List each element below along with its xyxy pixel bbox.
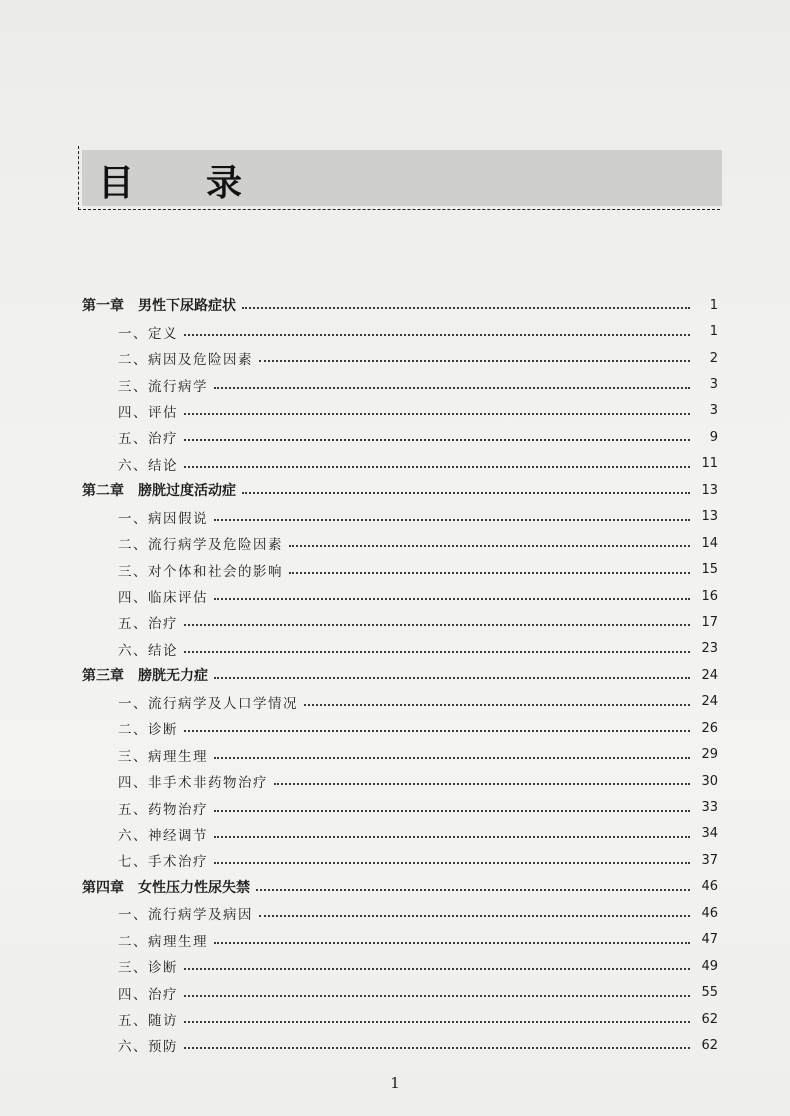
toc-page-number: 1 (709, 324, 718, 340)
toc-page-number: 46 (701, 879, 718, 895)
toc-chapter-row[interactable] (82, 477, 718, 503)
toc-entry-label (118, 375, 214, 395)
toc-page-number: 26 (701, 720, 718, 736)
toc-section-row[interactable] (82, 1032, 718, 1058)
toc-entry-label (118, 956, 184, 976)
toc-entry-title: 一、病因假说 (118, 510, 208, 527)
toc-entry-label (118, 639, 184, 659)
toc-entry-title: 六、结论 (118, 642, 178, 659)
toc-page-number: 62 (701, 1011, 718, 1027)
toc-entry-title: 五、药物治疗 (118, 801, 208, 818)
dot-leader (184, 466, 690, 468)
toc-section-row[interactable] (82, 636, 718, 662)
toc-entry-title: 膀胱无力症 (138, 668, 208, 685)
dot-leader (184, 413, 690, 415)
toc-entry-title: 三、诊断 (118, 960, 178, 977)
toc-entry-title: 一、定义 (118, 325, 178, 342)
toc-chapter-row[interactable] (82, 662, 718, 688)
toc-page-number: 49 (701, 958, 718, 974)
chapter-number: 第四章 (82, 879, 124, 896)
chapter-number: 第一章 (82, 298, 124, 315)
toc-section-row[interactable] (82, 583, 718, 609)
dot-leader (214, 677, 690, 679)
dot-leader (184, 995, 690, 997)
table-of-contents (82, 292, 718, 1059)
toc-entry-label (118, 692, 304, 712)
dot-leader (184, 968, 690, 970)
toc-section-row[interactable] (82, 768, 718, 794)
toc-entry-label (118, 560, 289, 580)
toc-entry-label (118, 586, 214, 606)
page-title: 目 录 (98, 163, 243, 204)
toc-entry-title: 二、病理生理 (118, 933, 208, 950)
toc-page-number: 37 (701, 852, 718, 868)
dot-leader (214, 387, 690, 389)
toc-entry-title: 三、病理生理 (118, 748, 208, 765)
dot-leader (184, 334, 690, 336)
toc-entry-label (118, 322, 184, 342)
toc-page-number: 11 (701, 456, 718, 472)
toc-entry-label (82, 295, 242, 315)
toc-section-row[interactable] (82, 1006, 718, 1032)
toc-section-row[interactable] (82, 398, 718, 424)
page-number: 1 (390, 1074, 400, 1092)
toc-section-row[interactable] (82, 979, 718, 1005)
toc-entry-title: 三、流行病学 (118, 378, 208, 395)
toc-entry-title: 二、诊断 (118, 722, 178, 739)
dot-leader (242, 492, 690, 494)
toc-section-row[interactable] (82, 424, 718, 450)
chapter-number: 第二章 (82, 483, 124, 500)
dot-leader (184, 651, 690, 653)
toc-section-row[interactable] (82, 318, 718, 344)
toc-section-row[interactable] (82, 345, 718, 371)
toc-entry-title: 六、结论 (118, 457, 178, 474)
dot-leader (289, 572, 690, 574)
toc-entry-label (118, 930, 214, 950)
toc-section-row[interactable] (82, 689, 718, 715)
toc-entry-label (118, 983, 184, 1003)
dot-leader (214, 836, 690, 838)
toc-entry-title: 七、手术治疗 (118, 854, 208, 871)
toc-page-number: 16 (701, 588, 718, 604)
toc-page-number: 23 (701, 641, 718, 657)
dot-leader (214, 519, 690, 521)
toc-entry-title: 四、评估 (118, 404, 178, 421)
toc-entry-title: 一、流行病学及人口学情况 (118, 695, 298, 712)
toc-entry-title: 三、对个体和社会的影响 (118, 563, 283, 580)
toc-page-number: 34 (701, 826, 718, 842)
toc-page-number: 13 (701, 509, 718, 525)
toc-page-number: 3 (709, 377, 718, 393)
dot-leader (274, 783, 690, 785)
toc-entry-title: 四、非手术非药物治疗 (118, 775, 268, 792)
toc-page-number: 9 (709, 429, 718, 445)
toc-page-number: 15 (701, 562, 718, 578)
toc-entry-label (118, 771, 274, 791)
dot-leader (214, 942, 690, 944)
toc-entry-title: 五、治疗 (118, 616, 178, 633)
toc-page-number: 46 (701, 905, 718, 921)
toc-section-row[interactable] (82, 371, 718, 397)
dot-leader (214, 598, 690, 600)
toc-entry-label (118, 903, 259, 923)
toc-entry-title: 二、流行病学及危险因素 (118, 537, 283, 554)
toc-entry-label (118, 612, 184, 632)
toc-page-number: 30 (701, 773, 718, 789)
toc-page-number: 24 (701, 694, 718, 710)
toc-section-row[interactable] (82, 847, 718, 873)
dot-leader (259, 915, 690, 917)
dot-leader (184, 730, 690, 732)
toc-page-number: 29 (701, 747, 718, 763)
toc-entry-label (118, 507, 214, 527)
toc-entry-label (118, 427, 184, 447)
toc-page-number: 14 (701, 535, 718, 551)
chapter-number: 第三章 (82, 668, 124, 685)
toc-chapter-row[interactable] (82, 292, 718, 318)
toc-entry-title: 四、治疗 (118, 986, 178, 1003)
toc-section-row[interactable] (82, 927, 718, 953)
toc-entry-label (118, 1035, 184, 1055)
toc-section-row[interactable] (82, 504, 718, 530)
toc-page-number: 2 (709, 350, 718, 366)
dot-leader (184, 1021, 690, 1023)
toc-page-number: 55 (701, 985, 718, 1001)
toc-entry-title: 二、病因及危险因素 (118, 352, 253, 369)
dot-leader (256, 889, 690, 891)
toc-page-number: 1 (709, 297, 718, 313)
toc-entry-label (118, 401, 184, 421)
toc-entry-label (118, 718, 184, 738)
toc-page-number: 62 (701, 1037, 718, 1053)
dot-leader (259, 360, 690, 362)
toc-section-row[interactable] (82, 451, 718, 477)
dot-leader (184, 439, 690, 441)
toc-section-row[interactable] (82, 953, 718, 979)
toc-entry-label (118, 533, 289, 553)
toc-page-number: 47 (701, 932, 718, 948)
toc-section-row[interactable] (82, 556, 718, 582)
toc-section-row[interactable] (82, 900, 718, 926)
toc-section-row[interactable] (82, 609, 718, 635)
dot-leader (304, 704, 690, 706)
toc-entry-label (118, 454, 184, 474)
toc-entry-title: 六、预防 (118, 1039, 178, 1056)
toc-entry-label (118, 850, 214, 870)
dot-leader (289, 545, 690, 547)
toc-section-row[interactable] (82, 794, 718, 820)
toc-entry-label (82, 480, 242, 500)
toc-entry-label (118, 1009, 184, 1029)
toc-page-number: 3 (709, 403, 718, 419)
toc-page-number: 13 (701, 482, 718, 498)
toc-section-row[interactable] (82, 715, 718, 741)
toc-entry-label (118, 348, 259, 368)
toc-entry-title: 男性下尿路症状 (138, 298, 236, 315)
toc-entry-title: 六、神经调节 (118, 827, 208, 844)
dot-leader (214, 757, 690, 759)
dot-leader (242, 307, 690, 309)
toc-section-row[interactable] (82, 530, 718, 556)
toc-entry-title: 膀胱过度活动症 (138, 483, 236, 500)
toc-entry-label (82, 665, 214, 685)
dot-leader (184, 1047, 690, 1049)
title-banner (78, 146, 724, 212)
toc-entry-title: 五、随访 (118, 1013, 178, 1030)
toc-entry-label (118, 745, 214, 765)
toc-page-number: 33 (701, 800, 718, 816)
toc-entry-label (118, 824, 214, 844)
dot-leader (214, 810, 690, 812)
toc-section-row[interactable] (82, 741, 718, 767)
dot-leader (214, 862, 690, 864)
toc-entry-title: 四、临床评估 (118, 590, 208, 607)
toc-section-row[interactable] (82, 821, 718, 847)
toc-chapter-row[interactable] (82, 874, 718, 900)
toc-entry-title: 五、治疗 (118, 431, 178, 448)
toc-entry-title: 女性压力性尿失禁 (138, 879, 250, 896)
toc-page-number: 24 (701, 667, 718, 683)
toc-entry-label (118, 798, 214, 818)
toc-page-number: 17 (701, 614, 718, 630)
toc-entry-label (82, 877, 256, 897)
dot-leader (184, 624, 690, 626)
toc-entry-title: 一、流行病学及病因 (118, 907, 253, 924)
